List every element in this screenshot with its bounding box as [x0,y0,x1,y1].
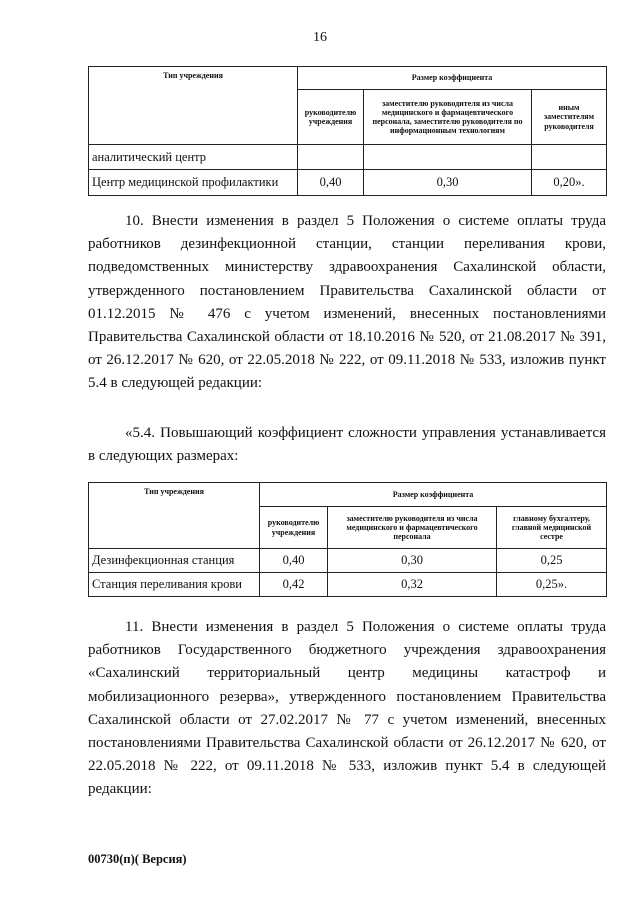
row-institution-name: Станция переливания крови [89,573,260,597]
table-row [89,573,607,597]
row-value: 0,25». [497,573,607,597]
paragraph-5-4: «5.4. Повышающий коэффициент сложности управления устанавливается в следующих размерах: [88,425,606,465]
row-value: 0,32 [328,573,497,597]
row-value: 0,40 [298,170,364,196]
header-head-of-institution: руководителю учреждения [298,90,364,145]
table-row [89,170,607,196]
header-other-deputies: иным заместителям руководителя [532,90,607,145]
header-deputy-medical: заместителю руководителя из числа медицинского и фармацевтического персонала [328,507,497,549]
header-head-of-institution: руководителю учреждения [260,507,328,549]
paragraph-10: 10. Внести изменения в раздел 5 Положения о системе оплаты труда работников дезинфекционной станции, станции переливания крови, подведомственных министерству здравоохранения Сахалинской области, утвержденного постановлением Правительства Сахалинской области от 01.12.2015 № 476 с учетом изменений, внесенных постановлениями Правительства Сахалинской области от 18.10.2016 № 520, от 21.08.2017 № 391, от 26.12.2017 № 620, от 22.05.2018 № 222, от 09.11.2018 № 533, изложив пункт 5.4 в следующей редакции: [88,213,606,392]
row-value: 0,40 [260,549,328,573]
row-value: 0,25 [497,549,607,573]
row-value [298,145,364,170]
row-institution-name: Дезинфекционная станция [89,549,260,573]
row-value: 0,30 [328,549,497,573]
row-value: 0,42 [260,573,328,597]
header-coefficient-size: Размер коэффициента [298,67,607,90]
header-coefficient-size: Размер коэффициента [260,483,607,507]
row-value [532,145,607,170]
row-institution-name: аналитический центр [89,145,298,170]
paragraph-11: 11. Внести изменения в раздел 5 Положения о системе оплаты труда работников Государственного бюджетного учреждения здравоохранения «Сахалинский территориальный центр медицины катастроф и мобилизационного резерва», утвержденного постановлением Правительства Сахалинской области от 27.02.2017 № 77 с учетом изменений, внесенных постановлениями Правительства Сахалинской области от 26.12.2017 № 620, от 22.05.2018 № 222, от 09.11.2018 № 533, изложив пункт 5.4 в следующей редакции: [88,619,606,798]
row-value: 0,20». [532,170,607,196]
page-number: 16 [313,30,327,45]
table-row [89,549,607,573]
header-institution-type: Тип учреждения [89,67,298,145]
table-row [89,145,607,170]
header-deputy-medical: заместителю руководителя из числа медицинского и фармацевтического персонала, заместителю руководителя по информационным технологиям [364,90,532,145]
row-institution-name: Центр медицинской профилактики [89,170,298,196]
header-institution-type: Тип учреждения [89,483,260,549]
coefficient-table-1 [88,66,607,196]
coefficient-table-2 [88,482,607,597]
document-footer: 00730(п)( Версия) [88,852,187,866]
row-value [364,145,532,170]
row-value: 0,30 [364,170,532,196]
header-chief-accountant-nurse: главному бухгалтеру, главной медицинской сестре [497,507,607,549]
